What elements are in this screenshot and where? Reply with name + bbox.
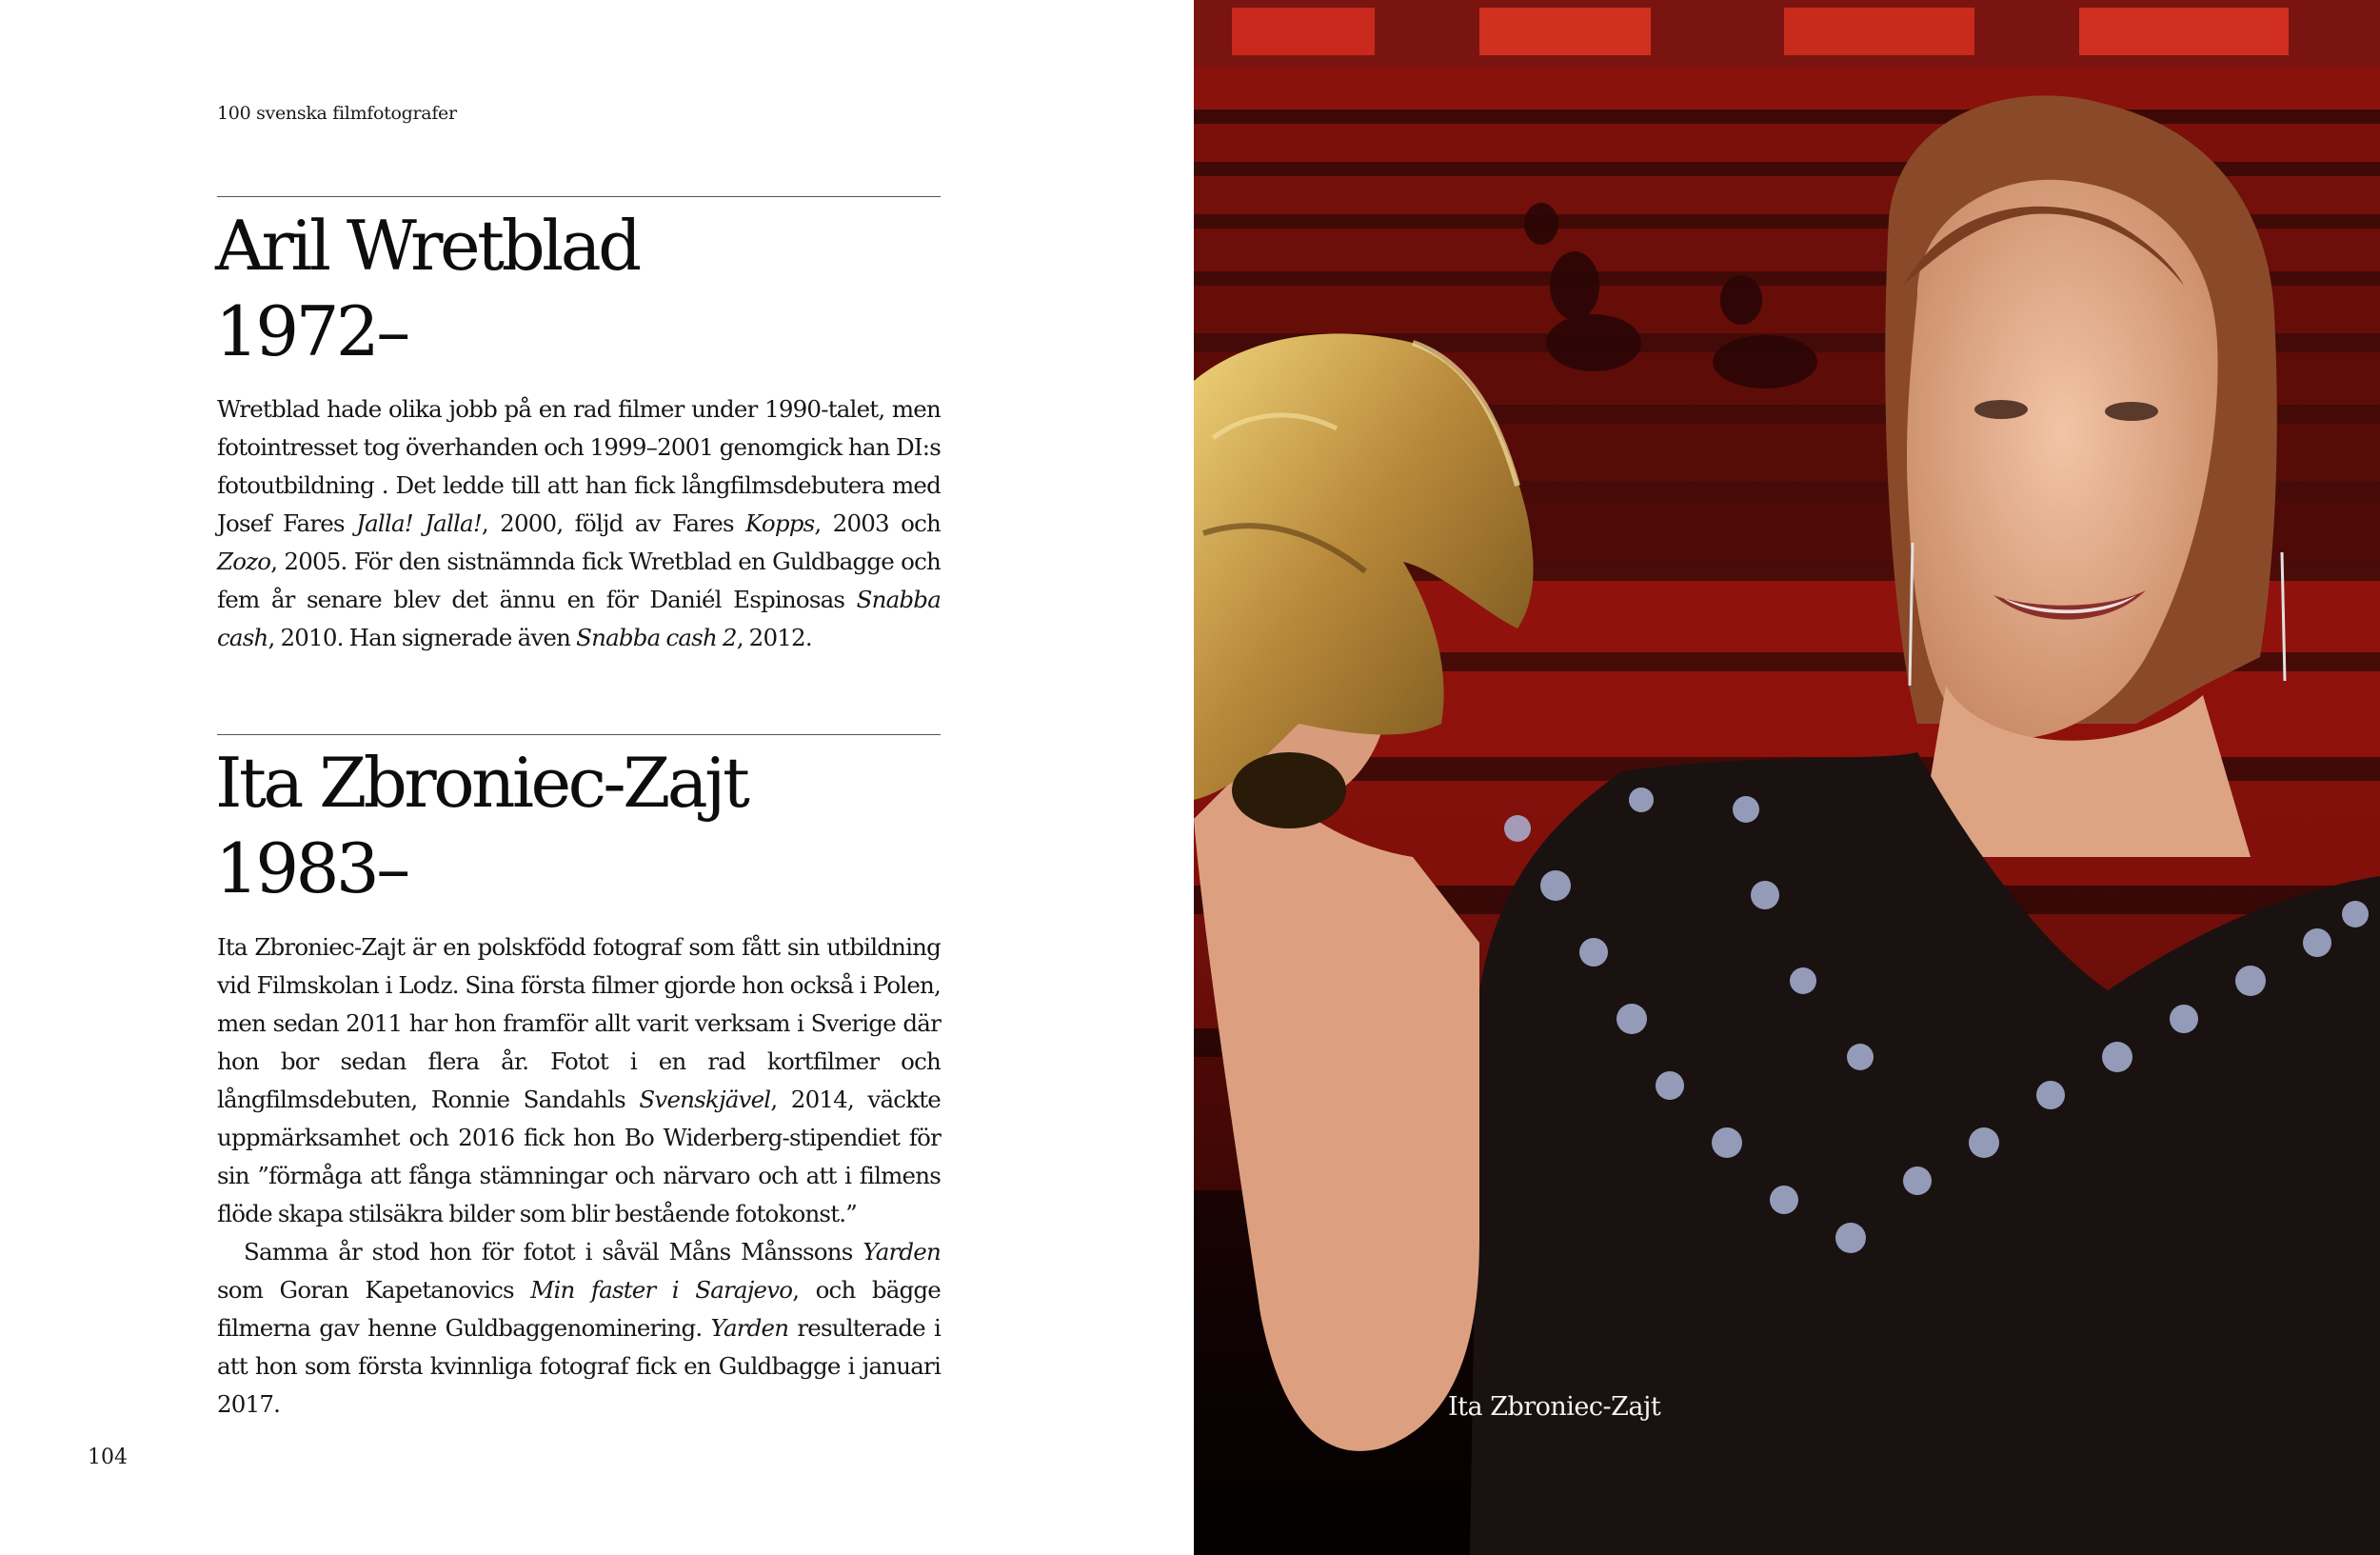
film-title: Kopps bbox=[745, 509, 815, 537]
entry-body bbox=[217, 928, 941, 1424]
entry-years: 1972– bbox=[215, 291, 407, 371]
earring bbox=[2282, 552, 2285, 681]
body-paragraph bbox=[217, 1233, 941, 1424]
section-rule bbox=[217, 196, 941, 197]
eye bbox=[1974, 400, 2028, 419]
film-title: Snabba cash bbox=[217, 586, 941, 651]
eye bbox=[2105, 402, 2158, 421]
entry-years: 1983– bbox=[215, 828, 407, 908]
text-run: som Goran Kapetanovics bbox=[217, 1276, 531, 1304]
portrait-photo bbox=[1194, 0, 2380, 1555]
text-run: , 2005. För den sistnämnda fick Wretblad en Guldbagge och fem år senare blev det ännu en för Daniél Espinosas bbox=[217, 548, 941, 613]
film-title: Svenskjävel bbox=[639, 1086, 771, 1113]
film-title: Min faster i Sarajevo bbox=[530, 1276, 793, 1304]
section-rule bbox=[217, 734, 941, 735]
text-run: Samma år stod hon för fotot i såväl Måns Månssons bbox=[244, 1238, 863, 1266]
text-run: , 2012. bbox=[736, 624, 812, 651]
text-run: , 2000, följd av Fares bbox=[481, 509, 746, 537]
text-run: , 2014, väckte uppmärksamhet och 2016 fick hon Bo Widerberg-stipendiet för sin ”förmåga att fånga stämningar och närvaro och att i filmens flöde skapa stilsäkra bilder som blir bestående fotokonst.” bbox=[217, 1086, 941, 1227]
entry-name: Ita Zbroniec-Zajt bbox=[215, 743, 747, 823]
film-title: Jalla! Jalla! bbox=[356, 509, 482, 537]
entry-title bbox=[215, 203, 958, 374]
film-title: Zozo bbox=[217, 548, 271, 575]
body-paragraph bbox=[217, 928, 941, 1233]
photo-illustration bbox=[1194, 0, 2380, 1555]
film-title: Snabba cash 2 bbox=[576, 624, 737, 651]
film-title: Yarden bbox=[710, 1314, 789, 1342]
entry-body bbox=[217, 390, 941, 657]
running-head: 100 svenska filmfotografer bbox=[217, 103, 457, 124]
entry-name: Aril Wretblad bbox=[215, 206, 639, 286]
text-run: , 2003 och bbox=[814, 509, 941, 537]
text-run: Wretblad hade olika jobb på en rad filmer under 1990-talet, men fotointresset tog överhanden och 1999–2001 genomgick han DI:s fotoutbildning . Det ledde till att han fick långfilmsdebutera med Josef Fares bbox=[217, 395, 941, 537]
entry-title bbox=[215, 740, 958, 911]
photo-caption: Ita Zbroniec-Zajt bbox=[1448, 1392, 1661, 1422]
text-run: , och bägge filmerna gav henne Guldbaggenominering. bbox=[217, 1276, 941, 1342]
body-paragraph bbox=[217, 390, 941, 657]
text-run: , 2010. Han signerade även bbox=[268, 624, 577, 651]
text-run: Ita Zbroniec-Zajt är en polskfödd fotograf som fått sin utbildning vid Filmskolan i Lodz. Sina första filmer gjorde hon också i Polen, men sedan 2011 har hon framför allt varit verksam i Sverige där hon bor sedan flera år. Fotot i en rad kortfilmer och långfilmsdebuten, Ronnie Sandahls bbox=[217, 933, 941, 1113]
text-run: resulterade i att hon som första kvinnliga fotograf fick en Guldbagge i januari 2017. bbox=[217, 1314, 941, 1418]
page-number: 104 bbox=[88, 1445, 128, 1469]
film-title: Yarden bbox=[863, 1238, 941, 1266]
